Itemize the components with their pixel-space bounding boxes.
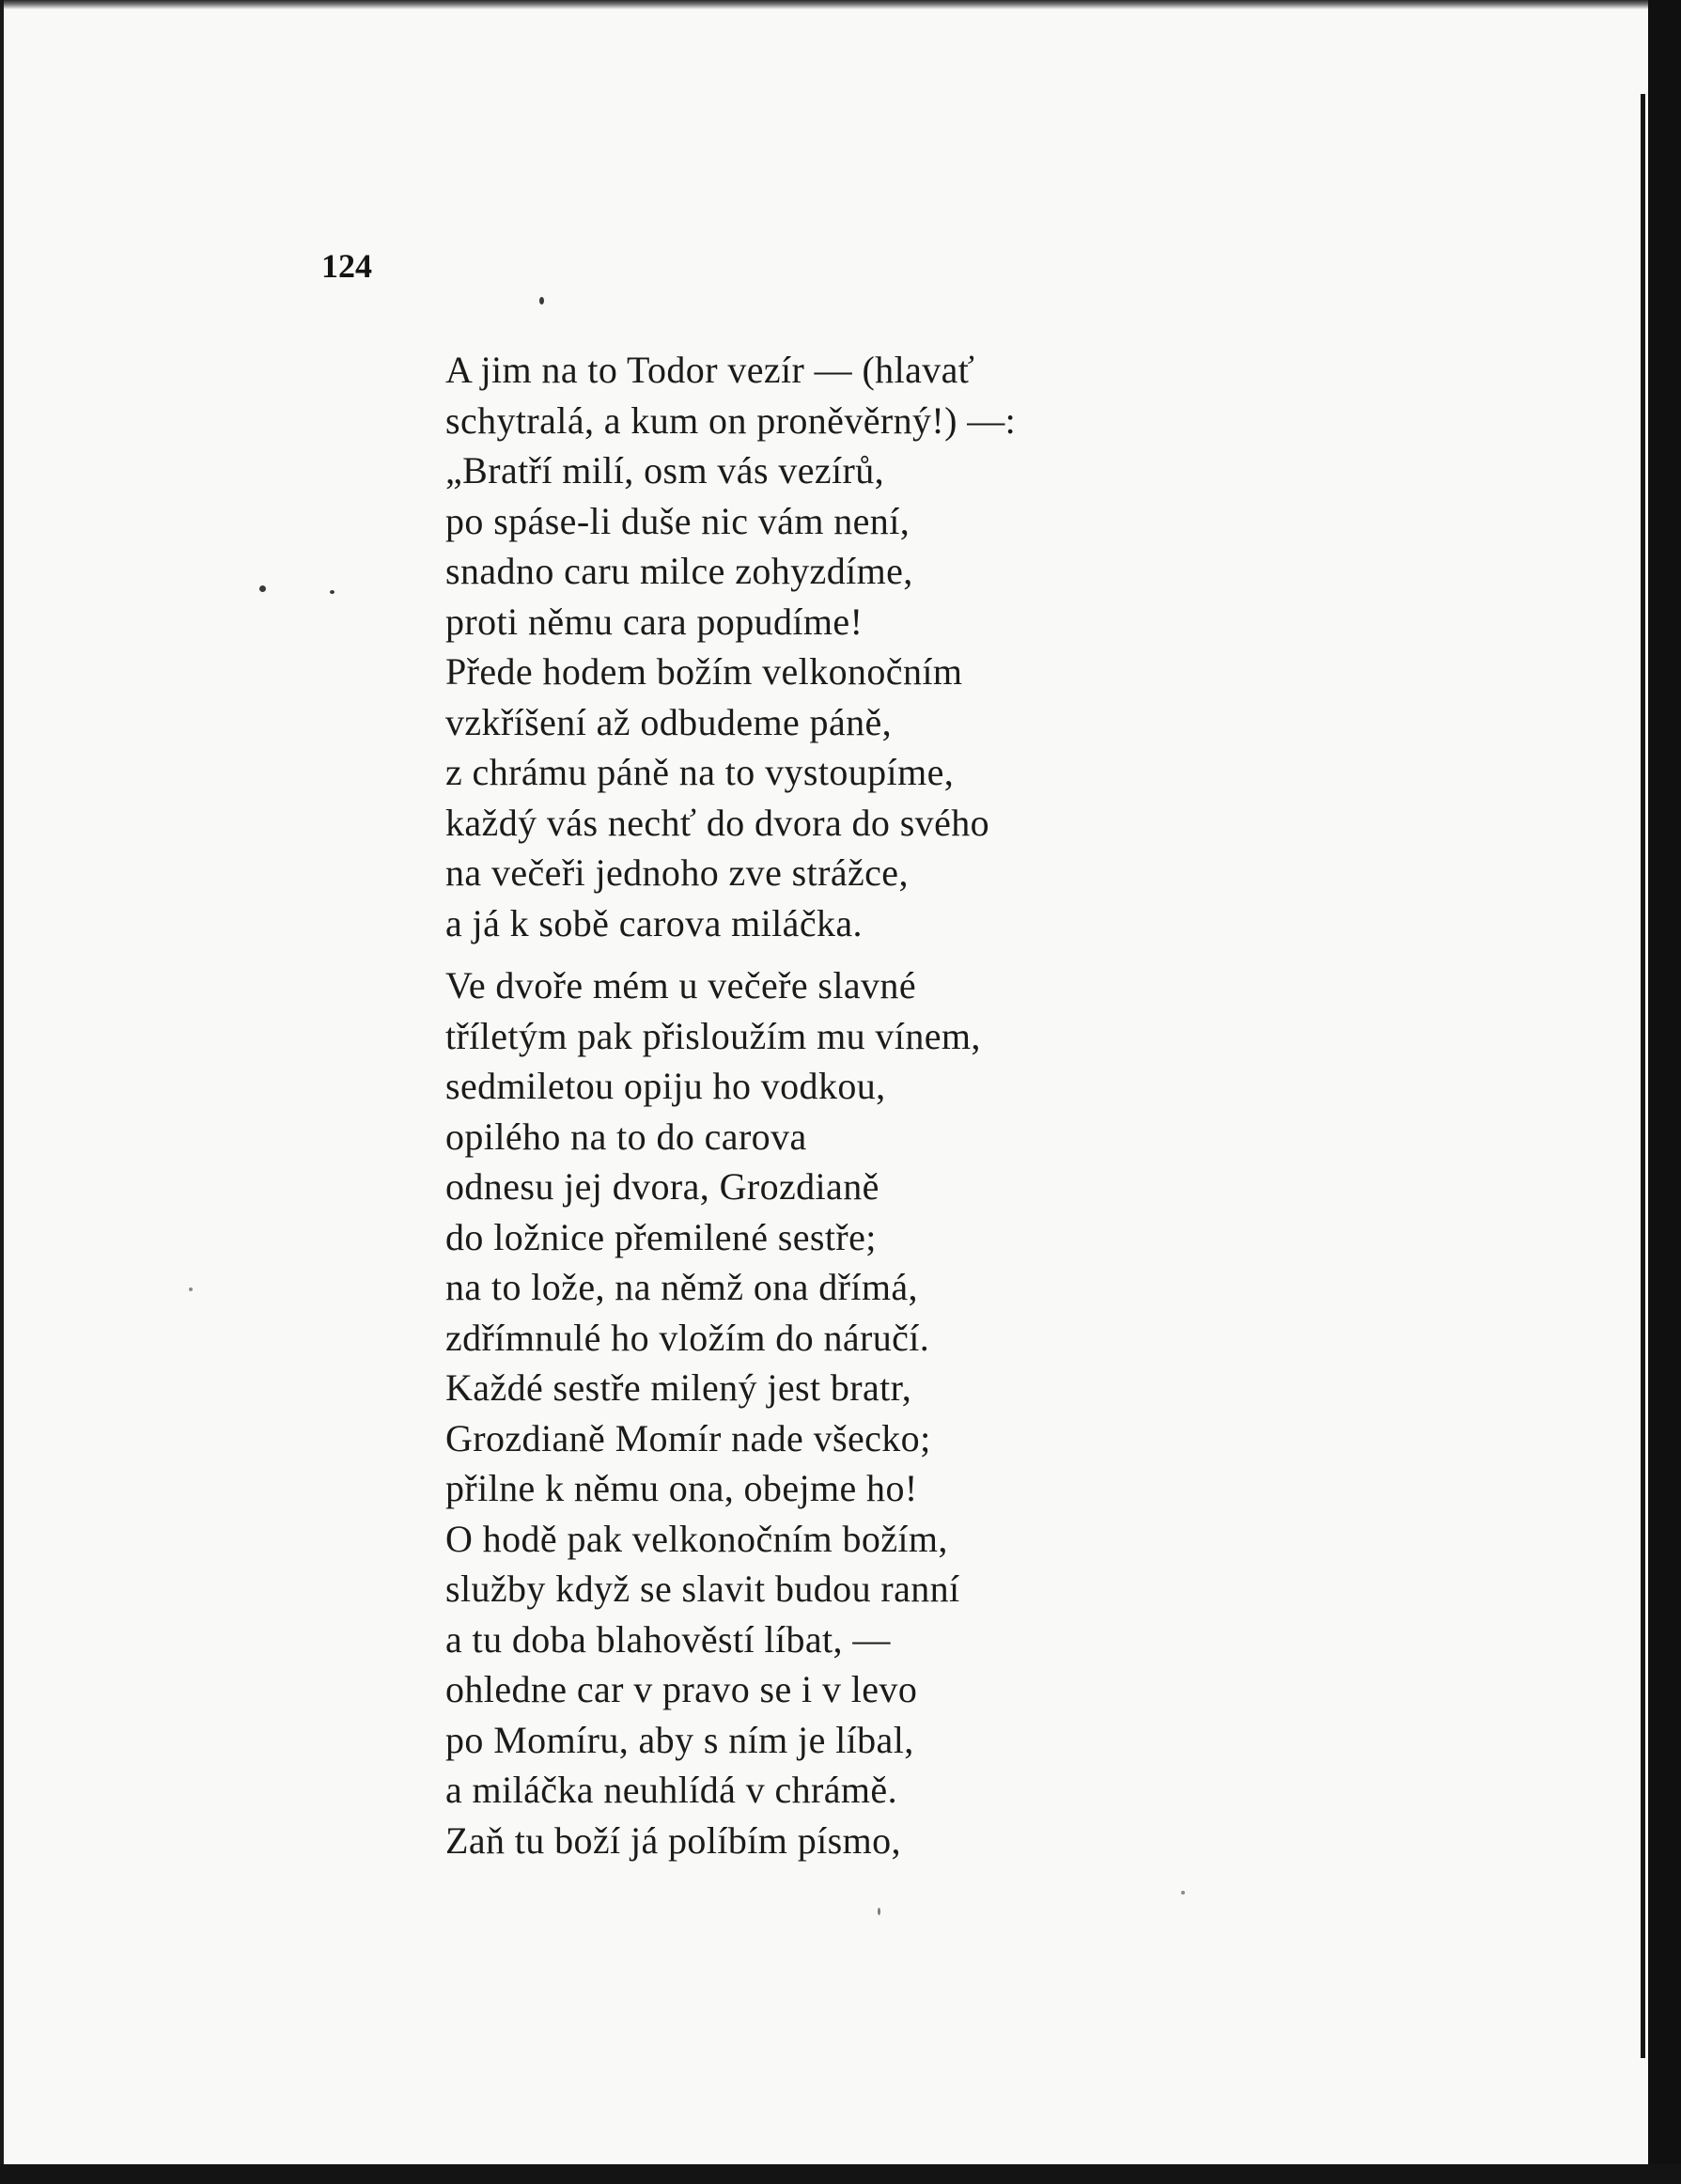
poem-line: po spáse-li duše nic vám není, (445, 499, 911, 542)
page-right-edge (1648, 0, 1681, 2184)
poem-line: Ve dvoře mém u večeře slavné (445, 964, 916, 1006)
poem-line: a já k sobě carova miláčka. (445, 901, 863, 944)
page-number: 124 (321, 247, 372, 285)
ink-speck (1181, 1891, 1185, 1895)
page-bottom-edge (0, 2164, 1681, 2184)
poem-line: snadno caru milce zohyzdíme, (445, 550, 913, 592)
poem-text (445, 345, 1016, 1865)
poem-line: Grozdianě Momír nade všecko; (445, 1416, 931, 1459)
poem-line: zdřímnulé ho vložím do náručí. (445, 1316, 930, 1359)
poem-line: a tu doba blahověstí líbat, — (445, 1617, 891, 1661)
poem-line: do ložnice přemilené sestře; (445, 1215, 877, 1258)
poem-line: a miláčka neuhlídá v chrámě. (445, 1769, 897, 1811)
poem-line: schytralá, a kum on proněvěrný!) —: (445, 398, 1017, 442)
poem-line: každý vás nechť do dvora do svého (445, 801, 990, 844)
ink-speck (878, 1908, 880, 1915)
page-right-binding-line (1641, 94, 1645, 2058)
poem-line: vzkříšení až odbudeme páně, (445, 700, 893, 743)
poem-line: Přede hodem božím velkonočním (445, 650, 963, 693)
poem-line: proti němu cara popudíme! (445, 600, 864, 643)
stanza-2 (445, 960, 1016, 1865)
poem-line: ohledne car v pravo se i v levo (445, 1668, 918, 1710)
ink-speck (259, 585, 266, 592)
poem-line: služby když se slavit budou ranní (445, 1568, 960, 1610)
stanza-1 (445, 345, 1016, 948)
page-top-edge (4, 0, 1662, 9)
poem-line: přilne k němu ona, obejme ho! (445, 1467, 918, 1509)
poem-line: tříletým pak přisloužím mu vínem, (445, 1014, 981, 1057)
poem-line: Každé sestře milený jest bratr, (445, 1366, 912, 1409)
poem-line: sedmiletou opiju ho vodkou, (445, 1065, 886, 1107)
poem-line: Zaň tu boží já políbím písmo, (445, 1818, 901, 1862)
ink-speck (330, 590, 335, 594)
ink-speck (189, 1287, 193, 1291)
poem-line: A jim na to Todor vezír — (hlavať (445, 349, 975, 391)
poem-line: po Momíru, aby s ním je líbal, (445, 1718, 914, 1761)
poem-line: odnesu jej dvora, Grozdianě (445, 1165, 879, 1208)
poem-line: z chrámu páně na to vystoupíme, (445, 751, 955, 793)
poem-line: opilého na to do carova (445, 1115, 807, 1158)
ink-speck (539, 297, 544, 304)
poem-line: „Bratří milí, osm vás vezírů, (445, 449, 885, 491)
poem-line: O hodě pak velkonočním božím, (445, 1517, 948, 1560)
poem-line: na to lože, na němž ona dřímá, (445, 1266, 918, 1308)
poem-line: na večeři jednoho zve strážce, (445, 851, 909, 894)
